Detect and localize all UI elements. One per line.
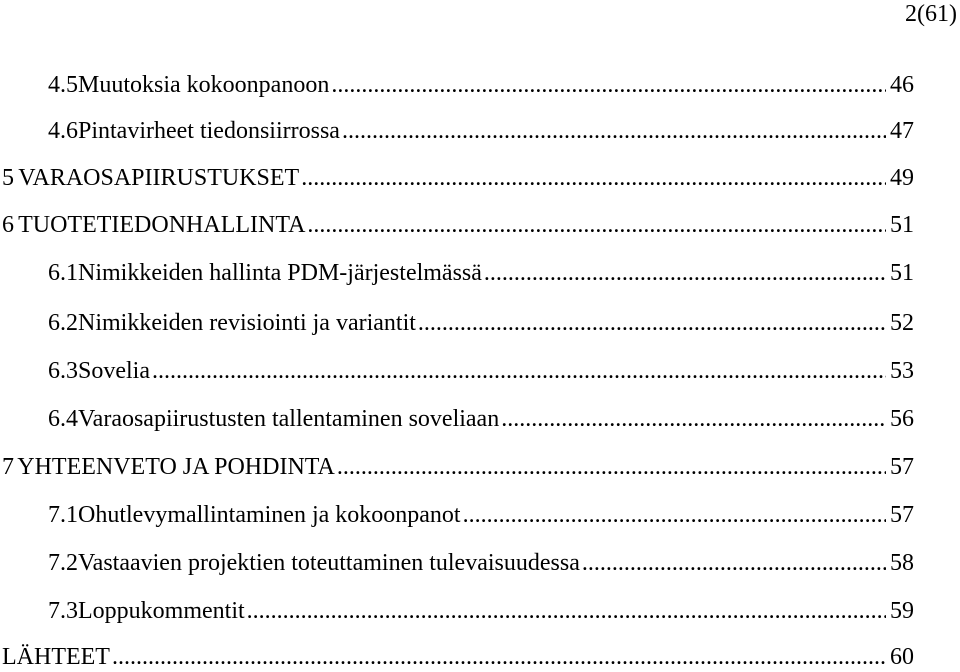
toc-entry-page: 56 [890, 406, 914, 432]
dot-leader [582, 548, 886, 578]
toc-entry [2, 163, 914, 193]
toc-entry [48, 596, 914, 626]
toc-entry-page: 51 [890, 260, 914, 286]
toc-entry-title: Vastaavien projektien toteuttaminen tulevaisuudessa [78, 550, 580, 576]
toc-entry-title: Sovelia [78, 358, 150, 384]
toc-entry [2, 210, 914, 240]
toc-entry-page: 47 [890, 118, 914, 144]
toc-entry [48, 70, 914, 100]
toc-entry-title: YHTEENVETO JA POHDINTA [17, 454, 335, 480]
toc-entry-number: 6.2 [48, 310, 78, 336]
toc-entry-number: 7.3 [48, 598, 78, 624]
dot-leader [331, 70, 886, 100]
toc-entry-title: Muutoksia kokoonpanoon [78, 72, 330, 98]
toc-entry [2, 452, 914, 482]
toc-entry [48, 116, 914, 146]
dot-leader [418, 308, 886, 338]
toc-entry-page: 46 [890, 72, 914, 98]
dot-leader [152, 356, 886, 386]
toc-entry [48, 308, 914, 338]
toc-entry-title: Nimikkeiden revisiointi ja variantit [78, 310, 416, 336]
toc-entry-page: 58 [890, 550, 914, 576]
toc-entry-number: 6.3 [48, 358, 78, 384]
toc-entry-page: 53 [890, 358, 914, 384]
toc-entry-title: Pintavirheet tiedonsiirrossa [78, 118, 340, 144]
dot-leader [301, 163, 886, 193]
toc-entry [48, 404, 914, 434]
toc-entry-page: 57 [890, 454, 914, 480]
toc-entry-number: 7 [2, 454, 14, 480]
toc-entry-number: 4.6 [48, 118, 78, 144]
toc-entry-page: 57 [890, 502, 914, 528]
toc-entry-title: Nimikkeiden hallinta PDM-järjestelmässä [78, 260, 482, 286]
toc-entry [48, 356, 914, 386]
dot-leader [463, 500, 886, 530]
toc-entry-number: 6.1 [48, 260, 78, 286]
dot-leader [307, 210, 886, 240]
dot-leader [342, 116, 886, 146]
dot-leader [501, 404, 886, 434]
toc-entry-title: Ohutlevymallintaminen ja kokoonpanot [78, 502, 461, 528]
toc-entry [48, 500, 914, 530]
toc-entry-page: 52 [890, 310, 914, 336]
page-number: 2(61) [905, 1, 957, 27]
toc-entry-title: LÄHTEET [2, 644, 110, 670]
toc-entry-number: 6.4 [48, 406, 78, 432]
dot-leader [337, 452, 886, 482]
dot-leader [484, 258, 886, 288]
toc-entry-number: 5 [2, 165, 14, 191]
toc-entry-title: TUOTETIEDONHALLINTA [18, 212, 306, 238]
toc-entry-title: Loppukommentit [78, 598, 245, 624]
toc-entry-page: 49 [890, 165, 914, 191]
dot-leader [247, 596, 886, 626]
toc-entry-number: 6 [2, 212, 14, 238]
toc-entry-page: 51 [890, 212, 914, 238]
toc-entry [48, 258, 914, 288]
toc-entry-page: 60 [890, 644, 914, 670]
toc-entry-number: 7.1 [48, 502, 78, 528]
toc-entry-title: Varaosapiirustusten tallentaminen soveliaan [78, 406, 500, 432]
toc-entry [48, 548, 914, 578]
toc-entry-number: 7.2 [48, 550, 78, 576]
toc-entry-page: 59 [890, 598, 914, 624]
toc-entry-number: 4.5 [48, 72, 78, 98]
toc-entry-title: VARAOSAPIIRUSTUKSET [18, 165, 300, 191]
